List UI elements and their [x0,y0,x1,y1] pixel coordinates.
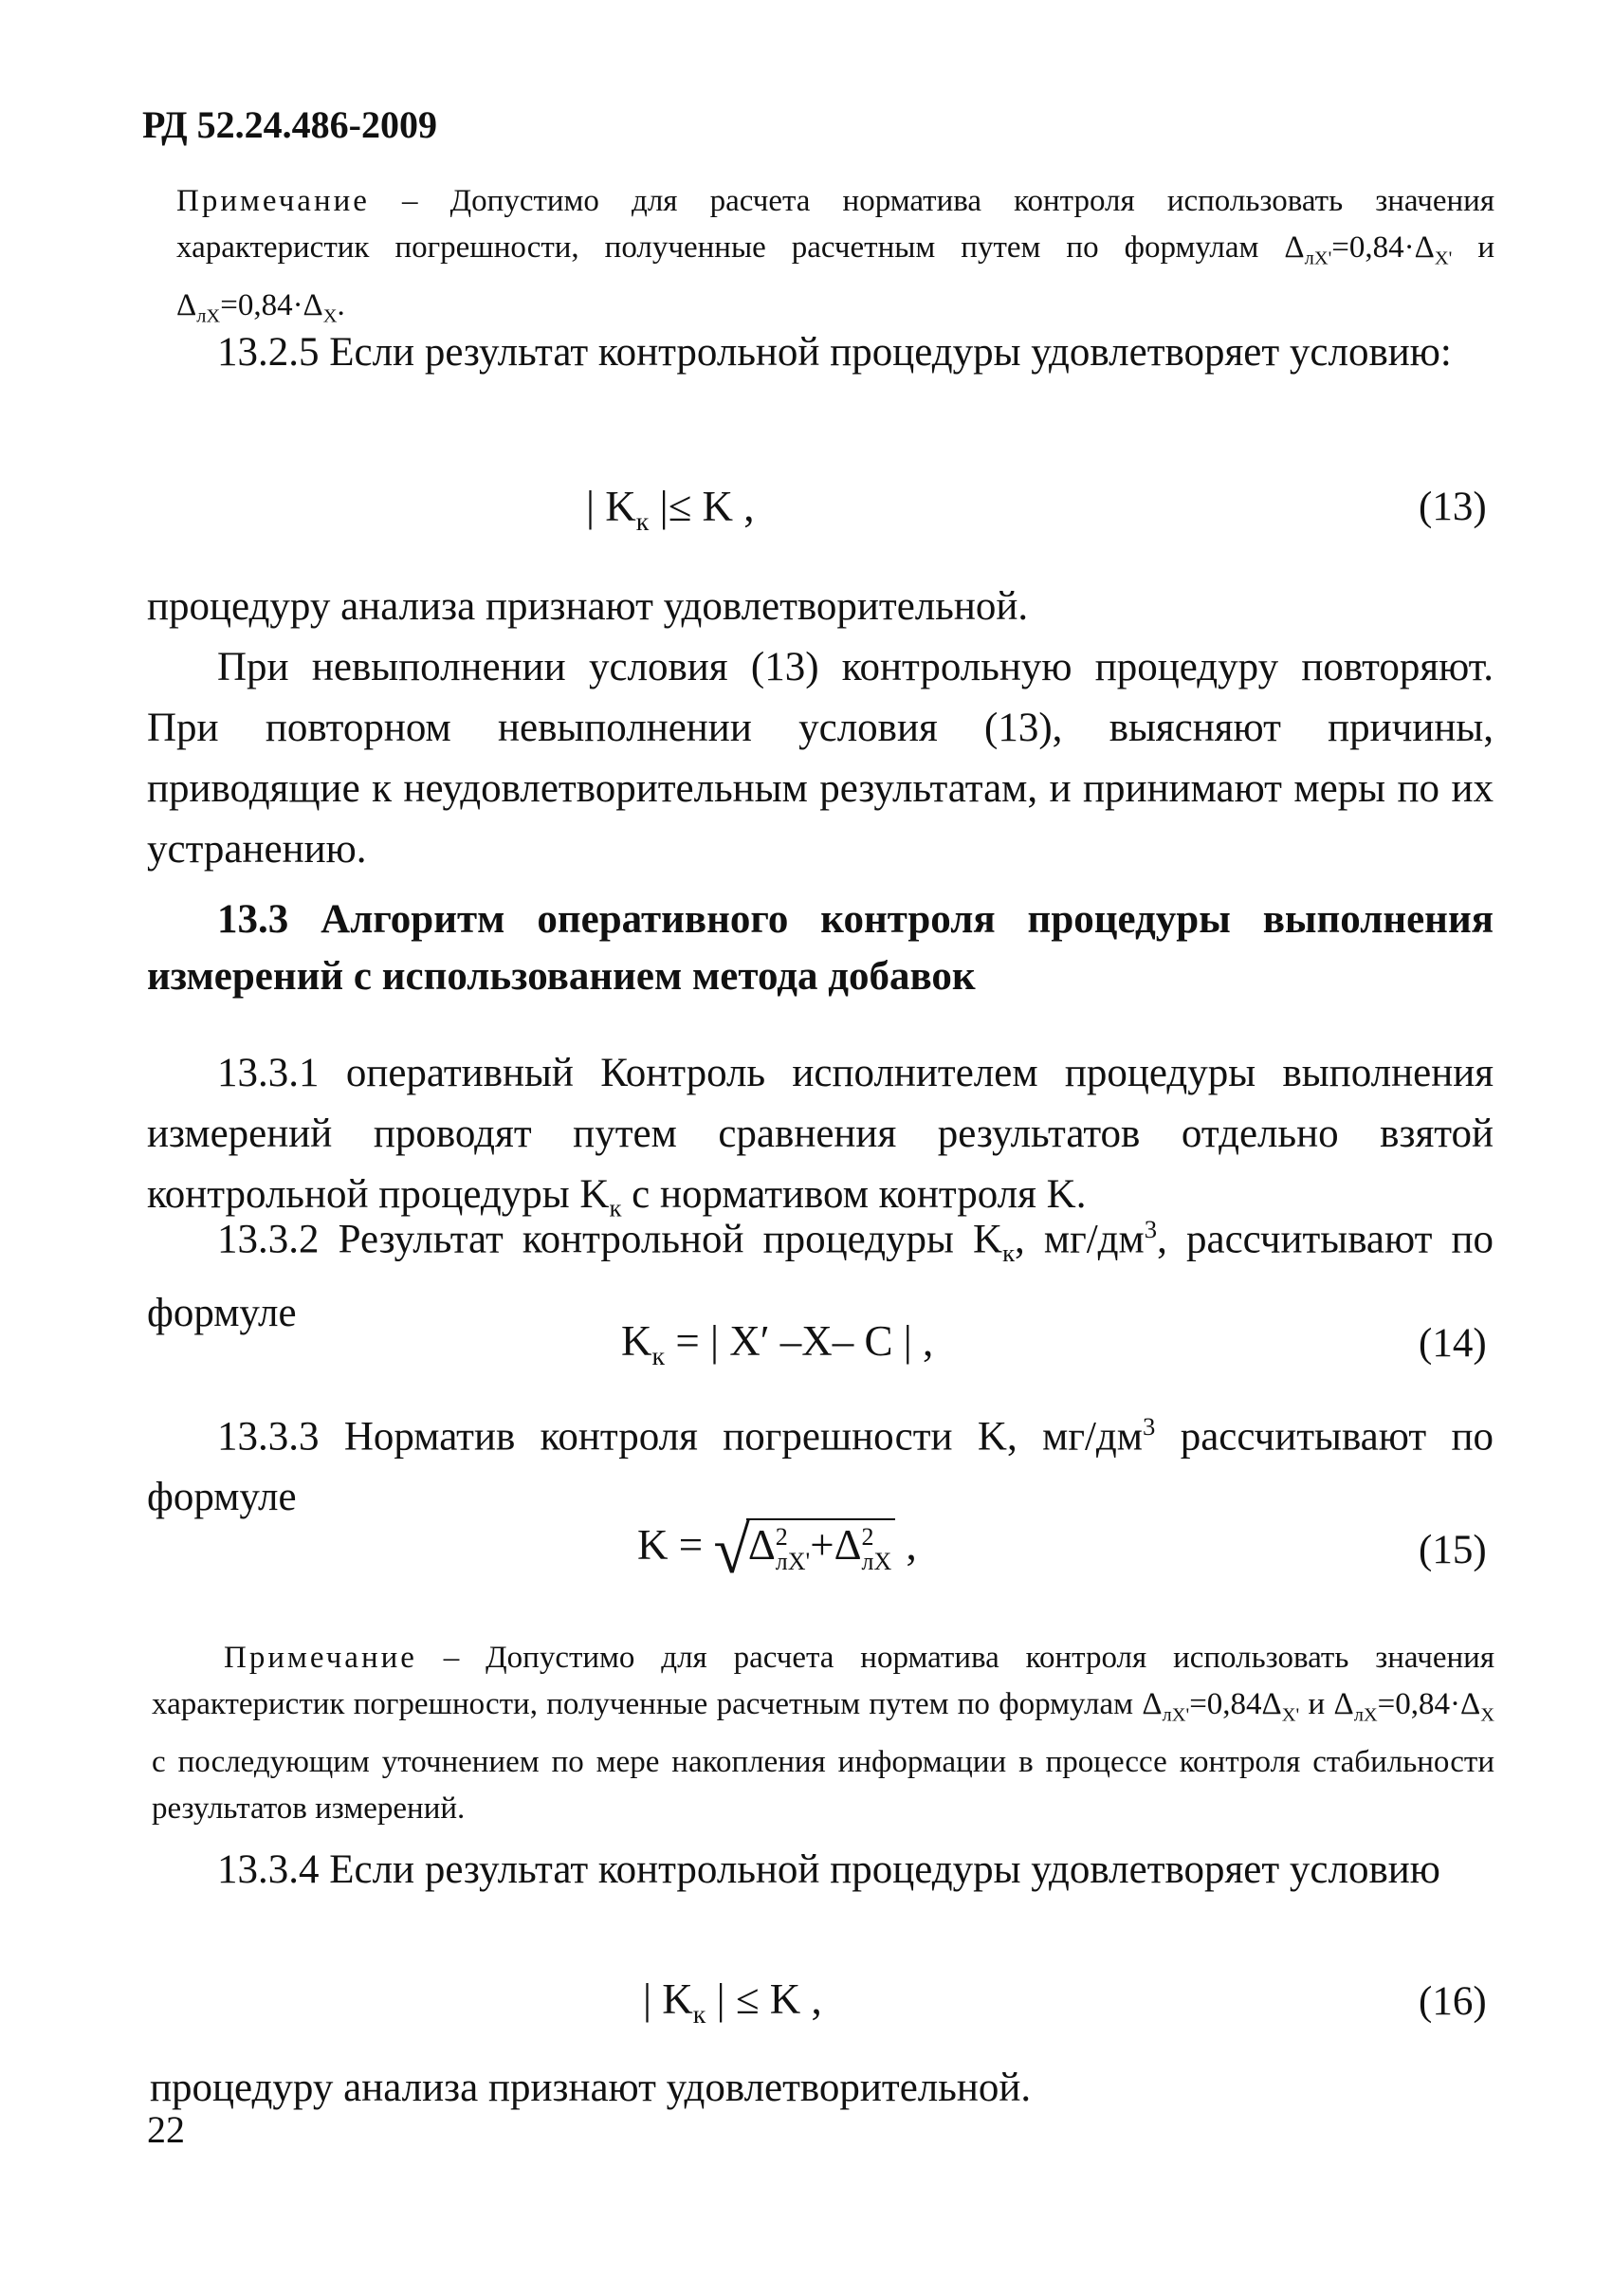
note-1: Примечание – Допустимо для расчета норматива контроля использовать значения характеристик погрешности, полученные расчетным путем по формулам $\Delta_{лX'}=0,84\cdot\Delta_{X'}$ и $\Delta_{лX}=0,84\cdot\Delta_X$. [176,184,1494,327]
equation-number-16: (16) [1419,1979,1487,2024]
formula-15: K = √Δ 2 лX' +Δ 2 лX , [637,1515,917,1588]
formula-16: | $K_к$ | ≤ K , [643,1975,822,2030]
radical-sign-icon: √ [713,1515,750,1588]
paragraph-13-3-2: 13.3.2 Результат контрольной процедуры $K_к$, $мг/дм^3$, рассчитывают по формуле [147,1215,1494,1335]
paragraph-13-3-3: 13.3.3 Норматив контроля погрешности K, $мг/дм^3$ рассчитывают по формуле [147,1412,1494,1520]
page-number: 22 [147,2108,185,2151]
paragraph-13-3-4: 13.3.4 Если результат контрольной процедуры удовлетворяет условию [217,1847,1440,1892]
document-header: РД 52.24.486-2009 [142,103,437,146]
section-heading-13-3: 13.3 Алгоритм оперативного контроля процедуры выполнения измерений с использованием метода добавок [147,897,1494,999]
paragraph-failure: При невыполнении условия (13) контрольную процедуру повторяют. При повторном невыполнении условия (13), выясняют причины, приводящие к неудовлетворительным результатам, и принимают меры по их устранению. [147,645,1494,872]
equation-number-14: (14) [1419,1321,1487,1366]
paragraph-analysis-ok-2: процедуру анализа признают удовлетворительной. [150,2066,1032,2110]
paragraph-13-2-5: 13.2.5 Если результат контрольной процедуры удовлетворяет условию: [217,330,1452,375]
note-2: Примечание – Допустимо для расчета норматива контроля использовать значения характеристик погрешности, полученные расчетным путем по формулам $\Delta_{лX'}=0,84\Delta_{X'}$ и $\Delta_{лX}=0,84\cdot\Delta_X$ с последующим уточнением по мере накопления информации в процессе контроля стабильности результатов измерений. [152,1641,1494,1826]
paragraph-13-3-1: 13.3.1 оперативный Контроль исполнителем процедуры выполнения измерений проводят путем сравнения результатов отдельно взятой контрольной процедуры $K_к$ с нормативом контроля K. [147,1051,1494,1222]
formula-14: $K_к$ = | X′ –X– C | , [621,1317,934,1371]
note-1-label: Примечание [176,184,370,218]
formula-13: | $K_к$ |≤ K , [586,483,755,537]
note-2-label: Примечание [224,1641,417,1675]
equation-number-13: (13) [1419,485,1487,529]
equation-number-15: (15) [1419,1528,1487,1572]
paragraph-analysis-ok: процедуру анализа признают удовлетворительной. [147,584,1029,629]
